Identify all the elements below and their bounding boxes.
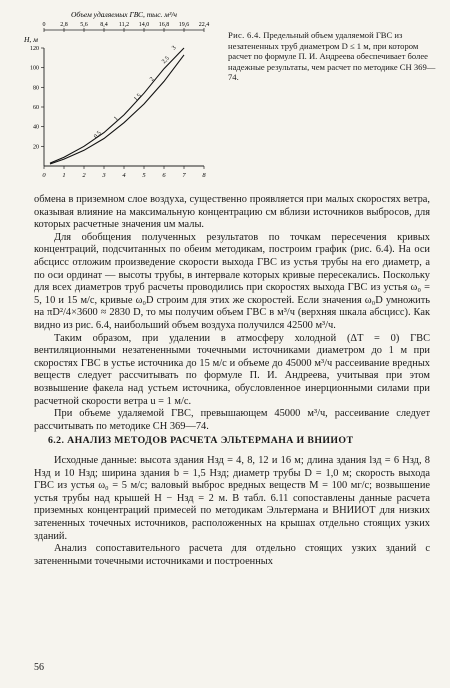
x-tick-label: 5 bbox=[142, 172, 146, 179]
curve-annotation: 1,5 bbox=[133, 92, 143, 103]
top-tick-label: 11,2 bbox=[118, 22, 130, 28]
y-tick-label: 100 bbox=[30, 65, 39, 72]
x-tick-label: 6 bbox=[162, 172, 166, 179]
top-tick-label: 8,4 bbox=[100, 22, 108, 28]
y-tick-label: 80 bbox=[33, 85, 39, 92]
y-axis-label: H, м bbox=[24, 35, 38, 44]
x-tick-label: 0 bbox=[42, 172, 46, 179]
paragraph-large-volume: При объеме удаляемой ГВС, превышающем 45000 м³/ч, рассеивание следует рассчитывать по методике СН 369—74. bbox=[34, 408, 430, 432]
figure-caption-text: Предельный объем удаляемой ГВС из незатененных труб диаметром D ≤ 1 м, при котором расчет по формуле П. И. Андреева обеспечивает более надежные результаты, чем расчет по методике СН 369—74. bbox=[228, 30, 436, 83]
top-tick-label: 0 bbox=[42, 22, 46, 28]
paragraph-input-data: Исходные данные: высота здания Hзд = 4, 8, 12 и 16 м; длина здания lзд = 6 Hзд, 8 Hзд и 10 Hзд; ширина здания b = 1,5 Hзд; диаметр трубы D = 1,0 м; скорость выхода ГВС из устья ω₀ = 5 м/с; валовый выброс вредных веществ M = 100 мг/с; возвышение устья трубы над крышей H − Hзд = 2 м. В табл. 6.11 сопоставлены данные расчета приземных концентраций примесей по методикам Эльтермана и ВНИИОТ для низких затененных точечных источников, расположенных на крышах отдельно стоящих узких зданий. bbox=[34, 455, 430, 542]
paragraph-analysis: Анализ сопоставительного расчета для отдельно стоящих узких зданий с затененными точечными источниками и построенных bbox=[34, 543, 430, 567]
x-tick-label: 1 bbox=[62, 172, 66, 179]
section-heading: 6.2. АНАЛИЗ МЕТОДОВ РАСЧЕТА ЭЛЬТЕРМАНА И ВНИИОТ bbox=[48, 435, 354, 446]
page-number: 56 bbox=[34, 662, 44, 673]
curve-annotation: 2,5 bbox=[161, 55, 171, 66]
top-tick-label: 2,8 bbox=[60, 22, 68, 28]
top-tick-label: 5,6 bbox=[80, 22, 88, 28]
curve-annotation: 3 bbox=[171, 45, 178, 52]
body-text-upper bbox=[34, 194, 430, 433]
series-line-1 bbox=[50, 48, 184, 163]
x-tick-label: 8 bbox=[202, 172, 206, 179]
curve-annotation: 0,5 bbox=[93, 130, 103, 140]
figure-caption bbox=[228, 30, 440, 83]
top-tick-label: 14,0 bbox=[138, 22, 150, 28]
figure-chart bbox=[14, 8, 214, 186]
x-tick-label: 4 bbox=[122, 172, 126, 179]
curve-annotation: 1 bbox=[113, 115, 120, 123]
y-tick-label: 40 bbox=[33, 124, 39, 131]
paragraph-continuation: обмена в приземном слое воздуха, существенно проявляется при малых скоростях ветра, оказывая влияние на максимальную концентрацию cм вблизи источников выбросов, для которых расчетные значения uм малы. bbox=[34, 194, 430, 231]
y-tick-label: 20 bbox=[33, 144, 39, 151]
top-tick-label: 19,6 bbox=[178, 22, 190, 28]
x-tick-label: 7 bbox=[182, 172, 186, 179]
curve-annotation: 2 bbox=[149, 76, 156, 83]
top-tick-label: 16,8 bbox=[158, 22, 170, 28]
y-tick-label: 120 bbox=[30, 46, 39, 52]
figure-number: Рис. 6.4. bbox=[228, 30, 262, 40]
x-tick-label: 3 bbox=[102, 172, 106, 179]
top-tick-label: 22,4 bbox=[198, 22, 210, 28]
figure-6-4 bbox=[14, 8, 214, 186]
paragraph-graph-description: Для обобщения полученных результатов по точкам пересечения кривых концентраций, подсчитанных по обеим методикам, построим график (рис. 6.4). На оси абсцисс отложим произведение скорости выхода ГВС из устья трубы на его диаметр, а по оси ординат — высоты трубы, в интервале которых кривые пересекались. Поскольку для всех диаметров труб расчеты проводились при скоростях выхода ГВС из устья ω₀ = 5, 10 и 15 м/с, кривые ω₀D строим для этих же скоростей. Если значения ω₀D умножить на πD²/4×3600 ≈ 2830 D, то мы получим объем ГВС в м³/ч (верхняя шкала абсцисс). Как видно из рис. 6.4, наибольший объем воздуха получился 42500 м³/ч. bbox=[34, 231, 430, 331]
series-line-2 bbox=[50, 55, 184, 164]
x-tick-label: 2 bbox=[82, 172, 86, 179]
body-text-lower bbox=[34, 455, 430, 568]
y-tick-label: 60 bbox=[33, 105, 39, 111]
paragraph-conclusion: Таким образом, при удалении в атмосферу холодной (ΔT = 0) ГВС вентиляционными незатененными точечными источниками диаметром до 1 м при скоростях ГВС в устье источника до 15 м/с и объеме до 45000 м³/ч рассеивание вредных веществ следует рассчитывать по формуле П. И. Андреева, учитывая при этом возвышение факела над устьем источника, обусловленное инерционными силами при расчетной скорости ветра u = 1 м/с. bbox=[34, 332, 430, 407]
figure-top-label: Объем удаляемых ГВС, тыс. м³/ч bbox=[70, 10, 178, 19]
